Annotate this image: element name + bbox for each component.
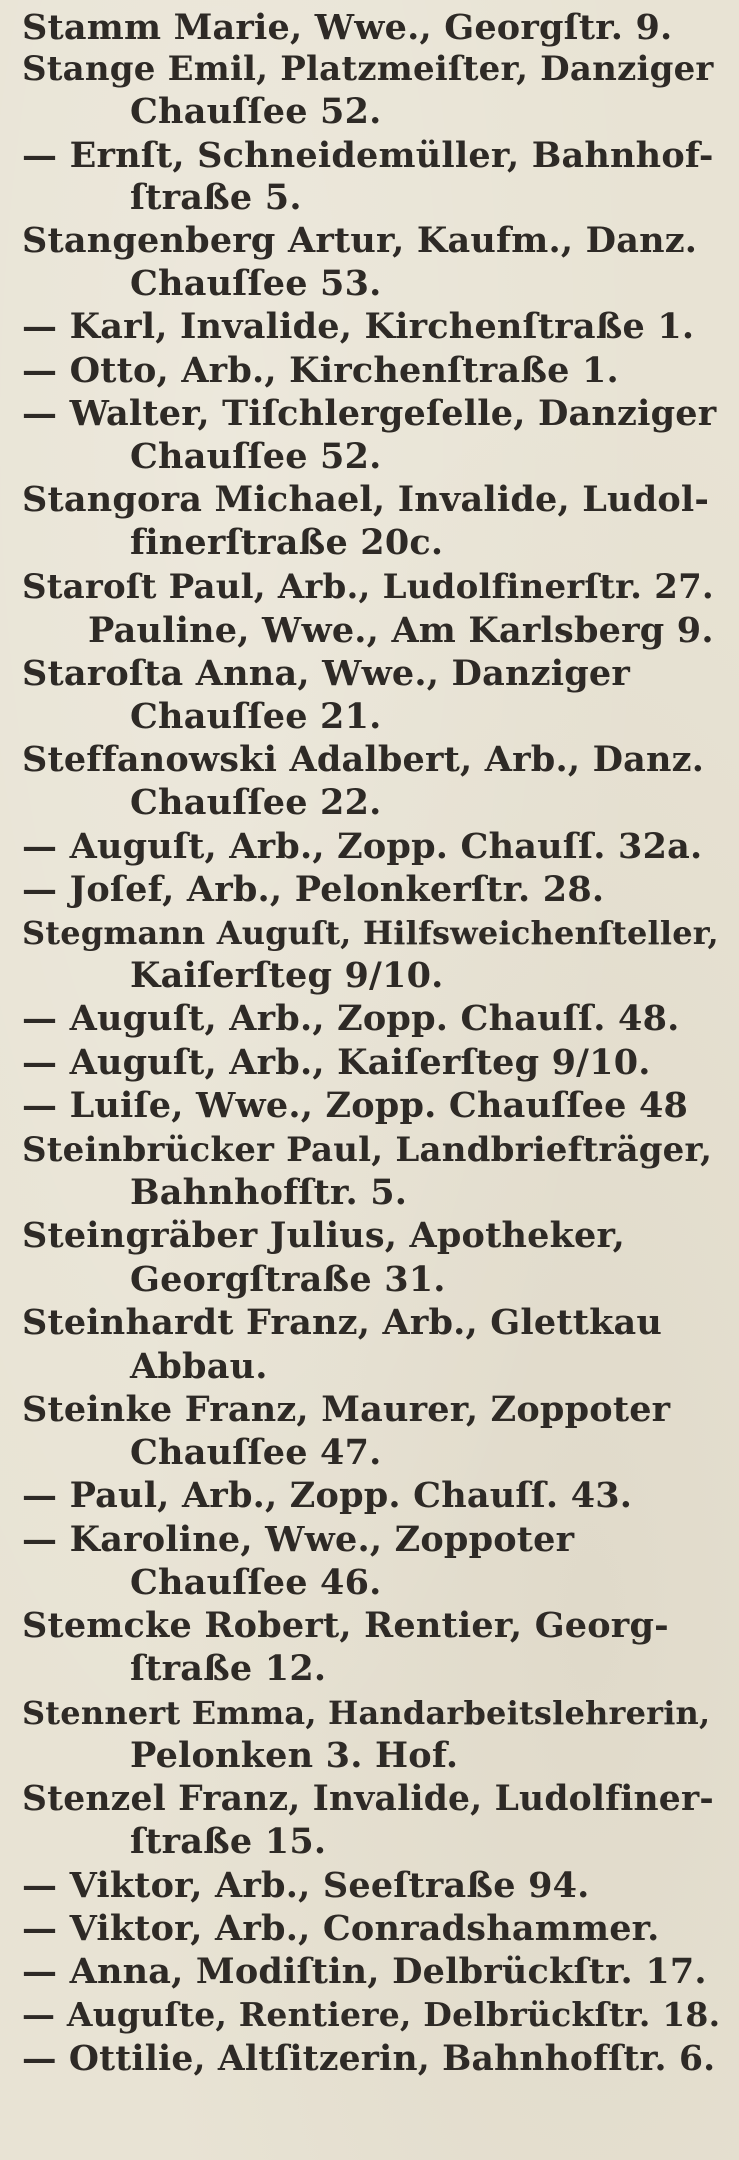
entry-line: — Joſef, Arb., Pelonkerſtr. 28. xyxy=(22,869,605,910)
entry-line: Stenzel Franz, Invalide, Ludolfiner- xyxy=(22,1779,714,1819)
entry-line: — Ernſt, Schneidemüller, Bahnhof- xyxy=(22,135,714,176)
entry-continuation-line: Kaiſerſteg 9/10. xyxy=(130,955,444,996)
entry-continuation-line: ſtraße 5. xyxy=(130,177,302,218)
entry-line: — Paul, Arb., Zopp. Chauſſ. 43. xyxy=(22,1475,633,1516)
entry-line: Steinbrücker Paul, Landbriefträger, xyxy=(22,1130,713,1170)
entry-line: Staroſt Paul, Arb., Ludolfinerſtr. 27. xyxy=(22,567,714,607)
entry-line: — Anna, Modiſtin, Delbrückſtr. 17. xyxy=(22,1951,707,1992)
entry-line: — Karl, Invalide, Kirchenſtraße 1. xyxy=(22,306,695,347)
entry-line: — Auguſt, Arb., Kaiſerſteg 9/10. xyxy=(22,1042,651,1083)
entry-line: Steinke Franz, Maurer, Zoppoter xyxy=(22,1389,671,1430)
entry-line: Steingräber Julius, Apotheker, xyxy=(22,1215,625,1256)
entry-line: — Luiſe, Wwe., Zopp. Chauſſee 48 xyxy=(22,1085,689,1126)
entry-line: — Auguſt, Arb., Zopp. Chauſſ. 48. xyxy=(22,998,680,1039)
entry-continuation-line: Chauſſee 47. xyxy=(130,1432,382,1473)
entry-continuation-line: Pauline, Wwe., Am Karlsberg 9. xyxy=(88,610,714,651)
entry-line: Steffanowski Adalbert, Arb., Danz. xyxy=(22,739,705,780)
entry-line: Stangenberg Artur, Kaufm., Danz. xyxy=(22,220,698,261)
entry-line: Stamm Marie, Wwe., Georgſtr. 9. xyxy=(22,7,673,48)
entry-line: Stange Emil, Platzmeiſter, Danziger xyxy=(22,49,714,89)
entry-line: Stemcke Robert, Rentier, Georg- xyxy=(22,1605,669,1646)
entry-line: Staroſta Anna, Wwe., Danziger xyxy=(22,653,630,694)
entry-line: — Viktor, Arb., Conradshammer. xyxy=(22,1908,660,1949)
entry-continuation-line: Chauſſee 52. xyxy=(130,91,382,132)
entry-continuation-line: Chauſſee 46. xyxy=(130,1562,382,1603)
entry-continuation-line: Chauſſee 21. xyxy=(130,696,382,737)
entry-continuation-line: Chauſſee 22. xyxy=(130,782,382,823)
entry-line: — Walter, Tiſchlergeſelle, Danziger xyxy=(22,393,717,434)
entry-line: — Karoline, Wwe., Zoppoter xyxy=(22,1519,575,1560)
entry-continuation-line: Abbau. xyxy=(130,1346,268,1387)
entry-line: — Viktor, Arb., Seeſtraße 94. xyxy=(22,1865,590,1906)
entry-continuation-line: ſtraße 12. xyxy=(130,1648,327,1689)
entry-continuation-line: finerſtraße 20c. xyxy=(130,522,444,563)
entry-line: Stangora Michael, Invalide, Ludol- xyxy=(22,479,710,520)
entry-line: — Otto, Arb., Kirchenſtraße 1. xyxy=(22,350,619,391)
entry-continuation-line: Chauſſee 53. xyxy=(130,263,382,304)
entry-line: Steinhardt Franz, Arb., Glettkau xyxy=(22,1302,663,1343)
entry-continuation-line: Chauſſee 52. xyxy=(130,436,382,477)
entry-line: — Auguſte, Rentiere, Delbrückſtr. 18. xyxy=(22,1995,721,2034)
entry-line: — Ottilie, Altſitzerin, Bahnhofſtr. 6. xyxy=(22,2039,716,2079)
entry-continuation-line: ſtraße 15. xyxy=(130,1821,327,1862)
entry-line: Stennert Emma, Handarbeitslehrerin, xyxy=(22,1694,711,1732)
entry-line: Stegmann Auguſt, Hilfsweichenſteller, xyxy=(22,914,719,952)
entry-continuation-line: Georgſtraße 31. xyxy=(130,1259,446,1300)
entry-line: — Auguſt, Arb., Zopp. Chauſſ. 32a. xyxy=(22,826,703,867)
entry-continuation-line: Bahnhofſtr. 5. xyxy=(130,1172,408,1213)
entry-continuation-line: Pelonken 3. Hof. xyxy=(130,1735,459,1776)
